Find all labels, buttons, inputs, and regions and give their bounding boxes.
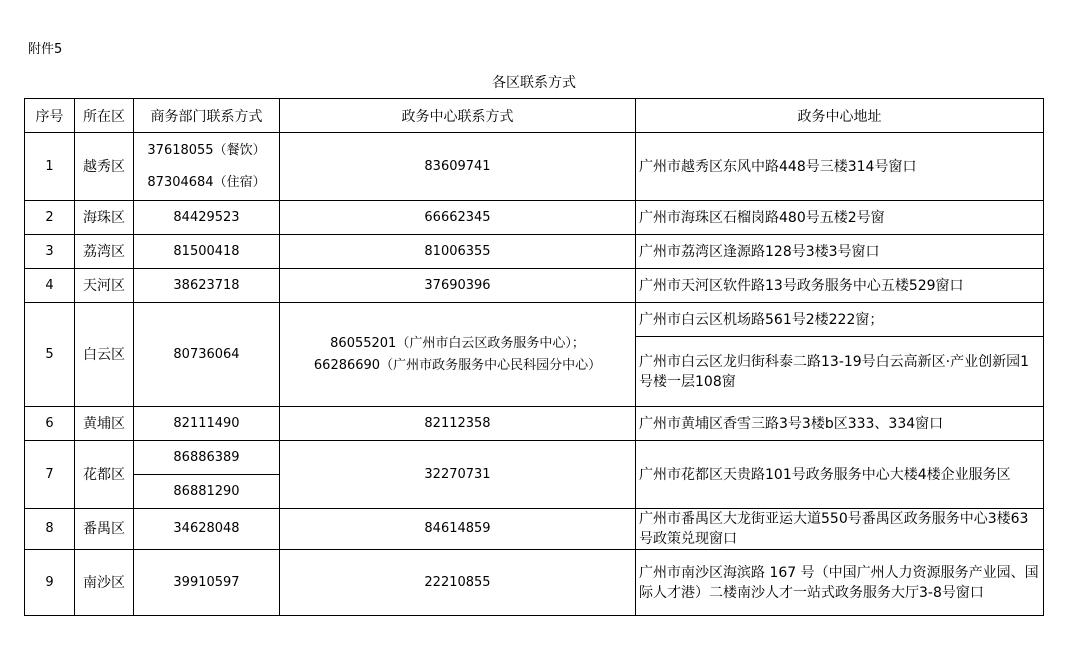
gov-phone: 66286690（广州市政务服务中心民科园分中心） xyxy=(313,357,602,373)
table-row xyxy=(25,441,1044,475)
table-row xyxy=(25,201,1044,235)
table-row xyxy=(25,407,1044,441)
row-address: 广州市海珠区石榴岗路480号五楼2号窗 xyxy=(636,201,1044,235)
header-gov-center-address: 政务中心地址 xyxy=(636,99,1044,133)
row-district: 越秀区 xyxy=(75,133,134,201)
row-no: 6 xyxy=(25,407,75,441)
row-commerce-contact: 81500418 xyxy=(134,235,280,269)
row-address: 广州市荔湾区逢源路128号3楼3号窗口 xyxy=(636,235,1044,269)
table-row xyxy=(25,133,1044,201)
commerce-phone: 87304684（住宿） xyxy=(147,174,266,190)
contact-table xyxy=(24,98,1044,616)
table-row xyxy=(25,509,1044,550)
row-district: 天河区 xyxy=(75,269,134,303)
gov-phone: 86055201（广州市白云区政务服务中心）； xyxy=(330,335,585,351)
row-district: 白云区 xyxy=(75,303,134,407)
table-row xyxy=(25,303,1044,337)
header-no: 序号 xyxy=(25,99,75,133)
row-commerce-contact: 34628048 xyxy=(134,509,280,550)
attachment-label: 附件5 xyxy=(28,42,63,57)
row-gov-contact: 22210855 xyxy=(280,550,636,616)
row-address: 广州市天河区软件路13号政务服务中心五楼529窗口 xyxy=(636,269,1044,303)
row-no: 1 xyxy=(25,133,75,201)
row-district: 南沙区 xyxy=(75,550,134,616)
header-commerce-contact: 商务部门联系方式 xyxy=(134,99,280,133)
row-gov-contact: 32270731 xyxy=(280,441,636,509)
row-commerce-contact: 39910597 xyxy=(134,550,280,616)
row-no: 4 xyxy=(25,269,75,303)
row-no: 2 xyxy=(25,201,75,235)
row-no: 7 xyxy=(25,441,75,509)
row-gov-contact: 83609741 xyxy=(280,133,636,201)
table-row xyxy=(25,550,1044,616)
row-gov-contact xyxy=(280,303,636,407)
row-commerce-contact: 38623718 xyxy=(134,269,280,303)
row-commerce-contact: 80736064 xyxy=(134,303,280,407)
row-district: 番禺区 xyxy=(75,509,134,550)
table-row xyxy=(25,235,1044,269)
row-no: 3 xyxy=(25,235,75,269)
row-no: 5 xyxy=(25,303,75,407)
row-district: 海珠区 xyxy=(75,201,134,235)
table-row xyxy=(25,269,1044,303)
row-commerce-contact: 86886389 xyxy=(134,441,280,475)
row-commerce-contact: 86881290 xyxy=(134,475,280,509)
row-district: 黄埔区 xyxy=(75,407,134,441)
document-title: 各区联系方式 xyxy=(492,75,576,91)
row-commerce-contact: 84429523 xyxy=(134,201,280,235)
row-gov-contact: 66662345 xyxy=(280,201,636,235)
row-no: 8 xyxy=(25,509,75,550)
row-address: 广州市白云区机场路561号2楼222窗； xyxy=(636,303,1044,337)
row-address: 广州市白云区龙归街科泰二路13-19号白云高新区·产业创新园1号楼一层108窗 xyxy=(636,337,1044,407)
row-address: 广州市番禺区大龙街亚运大道550号番禺区政务服务中心3楼63号政策兑现窗口 xyxy=(636,509,1044,550)
row-district: 荔湾区 xyxy=(75,235,134,269)
header-district: 所在区 xyxy=(75,99,134,133)
row-gov-contact: 81006355 xyxy=(280,235,636,269)
row-address: 广州市南沙区海滨路 167 号（中国广州人力资源服务产业园、国际人才港）二楼南沙人才一站式政务服务大厅3-8号窗口 xyxy=(636,550,1044,616)
row-gov-contact: 82112358 xyxy=(280,407,636,441)
row-address: 广州市越秀区东风中路448号三楼314号窗口 xyxy=(636,133,1044,201)
row-no: 9 xyxy=(25,550,75,616)
row-address: 广州市黄埔区香雪三路3号3楼b区333、334窗口 xyxy=(636,407,1044,441)
row-commerce-contact xyxy=(134,133,280,201)
row-gov-contact: 84614859 xyxy=(280,509,636,550)
row-address: 广州市花都区天贵路101号政务服务中心大楼4楼企业服务区 xyxy=(636,441,1044,509)
table-header-row xyxy=(25,99,1044,133)
header-gov-center-contact: 政务中心联系方式 xyxy=(280,99,636,133)
row-commerce-contact: 82111490 xyxy=(134,407,280,441)
row-gov-contact: 37690396 xyxy=(280,269,636,303)
row-district: 花都区 xyxy=(75,441,134,509)
commerce-phone: 37618055（餐饮） xyxy=(147,142,266,158)
